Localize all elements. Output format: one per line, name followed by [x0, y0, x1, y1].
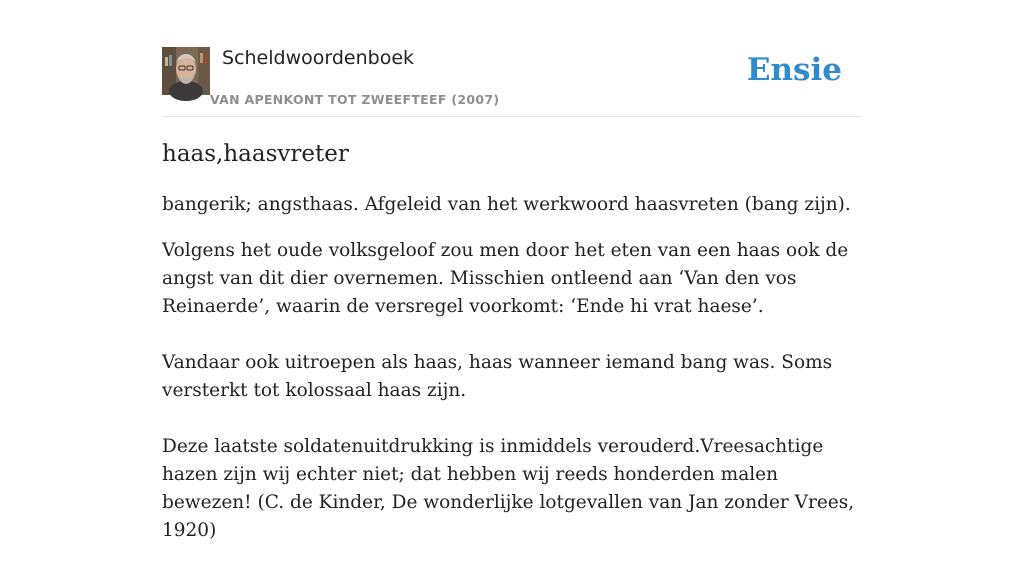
entry-paragraph: Vandaar ook uitroepen als haas, haas wanneer iemand bang was. Soms versterkt tot kolossaal haas zijn.	[162, 352, 833, 401]
entry-paragraph: Deze laatste soldatenuitdrukking is inmiddels verouderd.Vreesachtige hazen zijn wij echter niet; dat hebben wij reeds honderden malen bewezen! (C. de Kinder, De wonderlijke lotgevallen van Jan zonder Vrees, 1920)	[162, 436, 855, 541]
author-portrait-icon	[162, 47, 210, 95]
avatar[interactable]	[162, 47, 210, 95]
source-title[interactable]: Scheldwoordenboek	[222, 47, 415, 69]
entry-paragraph: Volgens het oude volksgeloof zou men door het eten van een haas ook de angst van dit dier overnemen. Misschien ontleend aan ‘Van den vos Reinaerde’, waarin de versregel voorkomt: ‘Ende hi vrat haese’.	[162, 240, 849, 317]
entry-definition: bangerik; angsthaas. Afgeleid van het werkwoord haasvreten (bang zijn).	[162, 194, 851, 215]
entry-body	[162, 237, 862, 545]
entry-title: haas,haasvreter	[162, 141, 349, 167]
brand-logo[interactable]: Ensie	[746, 52, 842, 88]
source-subtitle[interactable]: VAN APENKONT TOT ZWEEFTEEF (2007)	[210, 92, 500, 107]
source-header	[162, 46, 862, 117]
entry-content	[162, 138, 862, 573]
